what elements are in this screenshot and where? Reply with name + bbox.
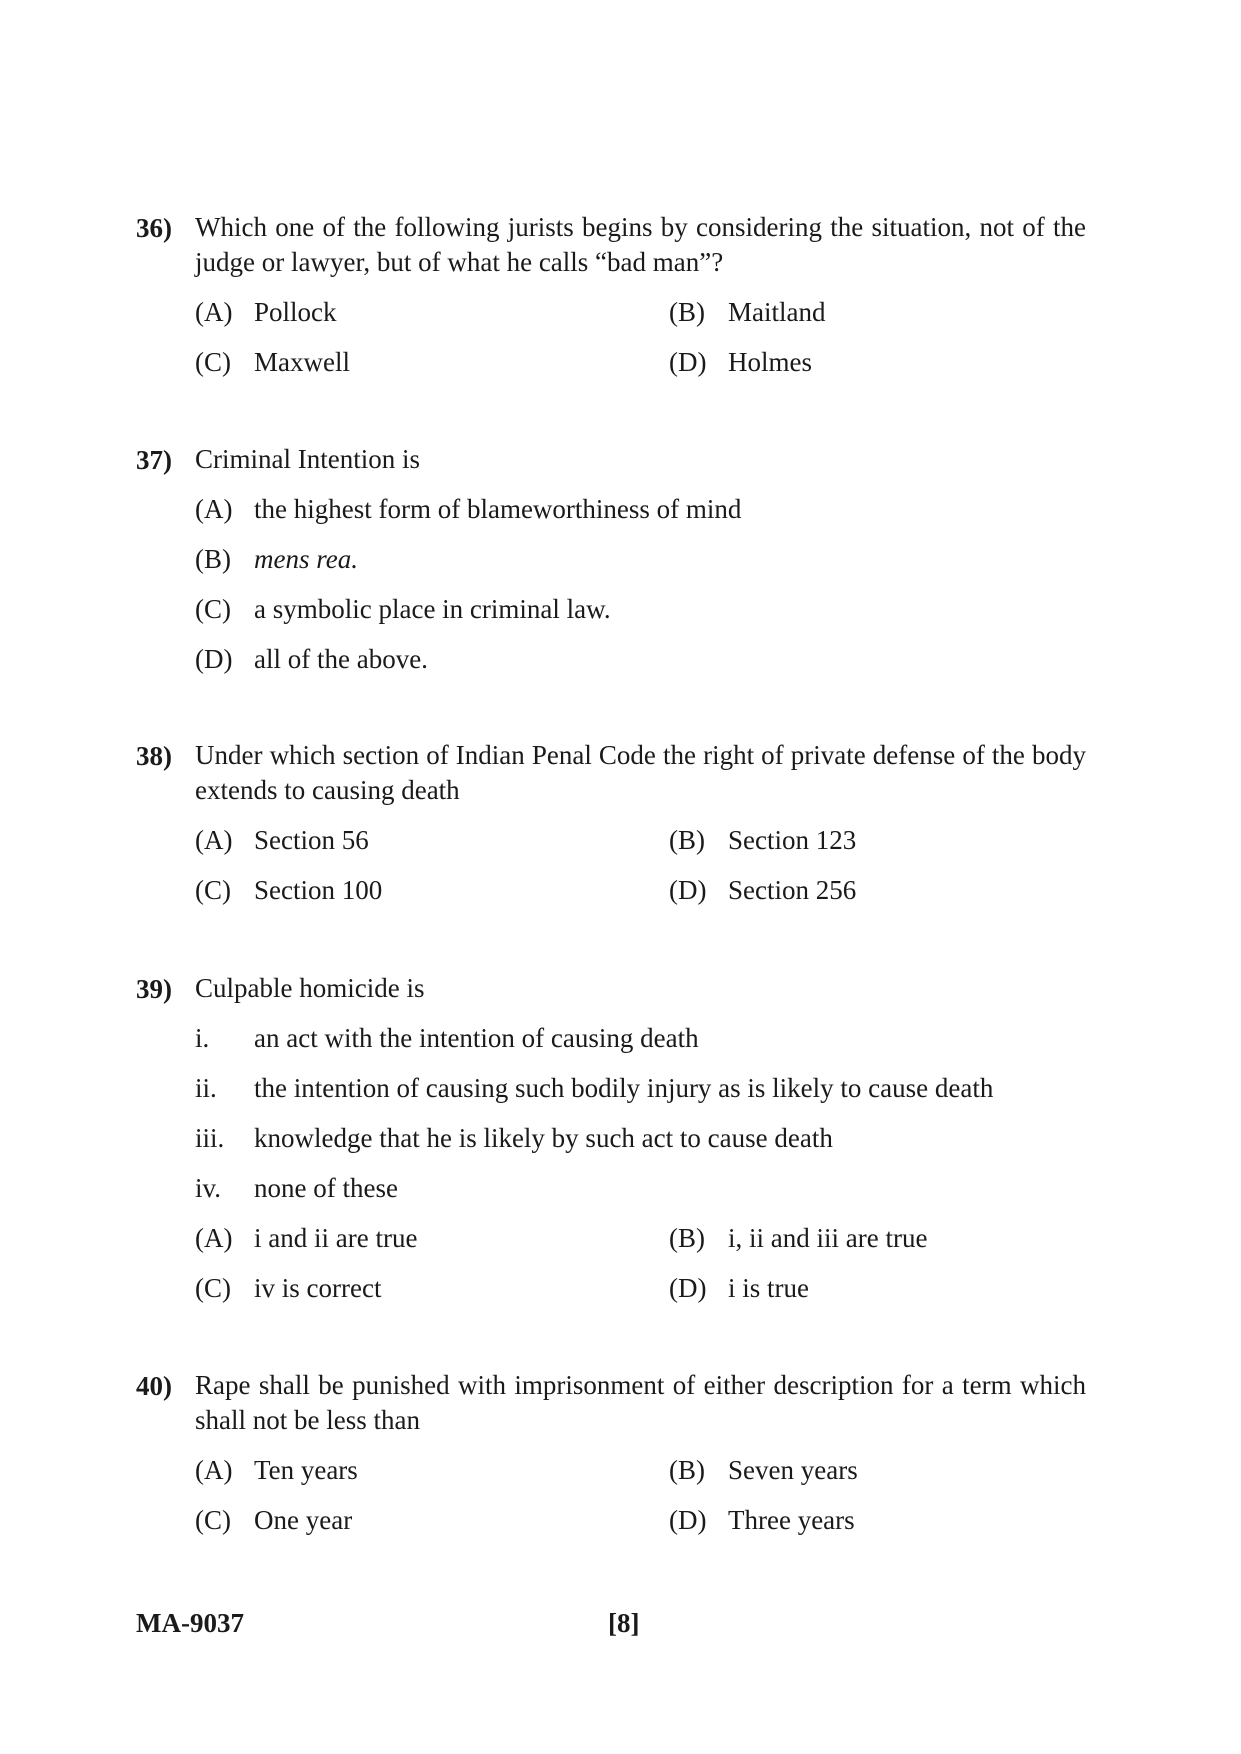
page-number: [8] [608,1608,640,1638]
question-38 [136,738,1086,922]
options [195,1452,1086,1552]
question-number: 38) [136,741,172,771]
statement-ii: ii. the intention of causing such bodily injury as is likely to cause death [195,1073,994,1103]
option-d: (D) all of the above. [195,644,428,674]
question-text: Criminal Intention is [195,444,420,474]
question-number: 40) [136,1371,172,1401]
option-a: (A) Ten years [195,1455,358,1485]
options [195,294,1086,394]
option-c: (C) Section 100 [195,875,383,905]
option-a: (A) i and ii are true [195,1223,418,1253]
paper-code: MA-9037 [136,1608,244,1638]
option-d: (D) Three years [669,1505,855,1535]
statement-iii: iii. knowledge that he is likely by such act to cause death [195,1123,833,1153]
option-b: (B) Maitland [669,297,826,327]
options [195,491,1086,691]
option-a: (A) Pollock [195,297,337,327]
statement-iv: iv. none of these [195,1173,398,1203]
question-text: Under which section of Indian Penal Code the right of private defense of the body extends to causing death [195,740,1086,805]
option-c: (C) a symbolic place in criminal law. [195,594,611,624]
question-text: Which one of the following jurists begins by considering the situation, not of the judge or lawyer, but of what he calls “bad man”? [195,212,1086,277]
question-number: 39) [136,974,172,1004]
option-b: (B) mens rea. [195,544,358,574]
question-40 [136,1368,1086,1552]
statements [195,1020,1086,1320]
option-c: (C) One year [195,1505,353,1535]
question-text: Culpable homicide is [195,973,425,1003]
question-number: 36) [136,213,172,243]
statement-i: i. an act with the intention of causing death [195,1023,699,1053]
option-d: (D) i is true [669,1273,809,1303]
option-b: (B) Section 123 [669,825,857,855]
option-d: (D) Section 256 [669,875,857,905]
question-text: Rape shall be punished with imprisonment of either description for a term which shall not be less than [195,1370,1086,1435]
question-37 [136,442,1086,691]
option-a: (A) the highest form of blameworthiness of mind [195,494,742,524]
question-number: 37) [136,445,172,475]
option-b: (B) i, ii and iii are true [669,1223,928,1253]
option-a: (A) Section 56 [195,825,369,855]
option-c: (C) Maxwell [195,347,350,377]
options [195,822,1086,922]
option-b: (B) Seven years [669,1455,858,1485]
question-36 [136,210,1086,394]
question-39 [136,971,1086,1320]
option-d: (D) Holmes [669,347,812,377]
option-c: (C) iv is correct [195,1273,382,1303]
